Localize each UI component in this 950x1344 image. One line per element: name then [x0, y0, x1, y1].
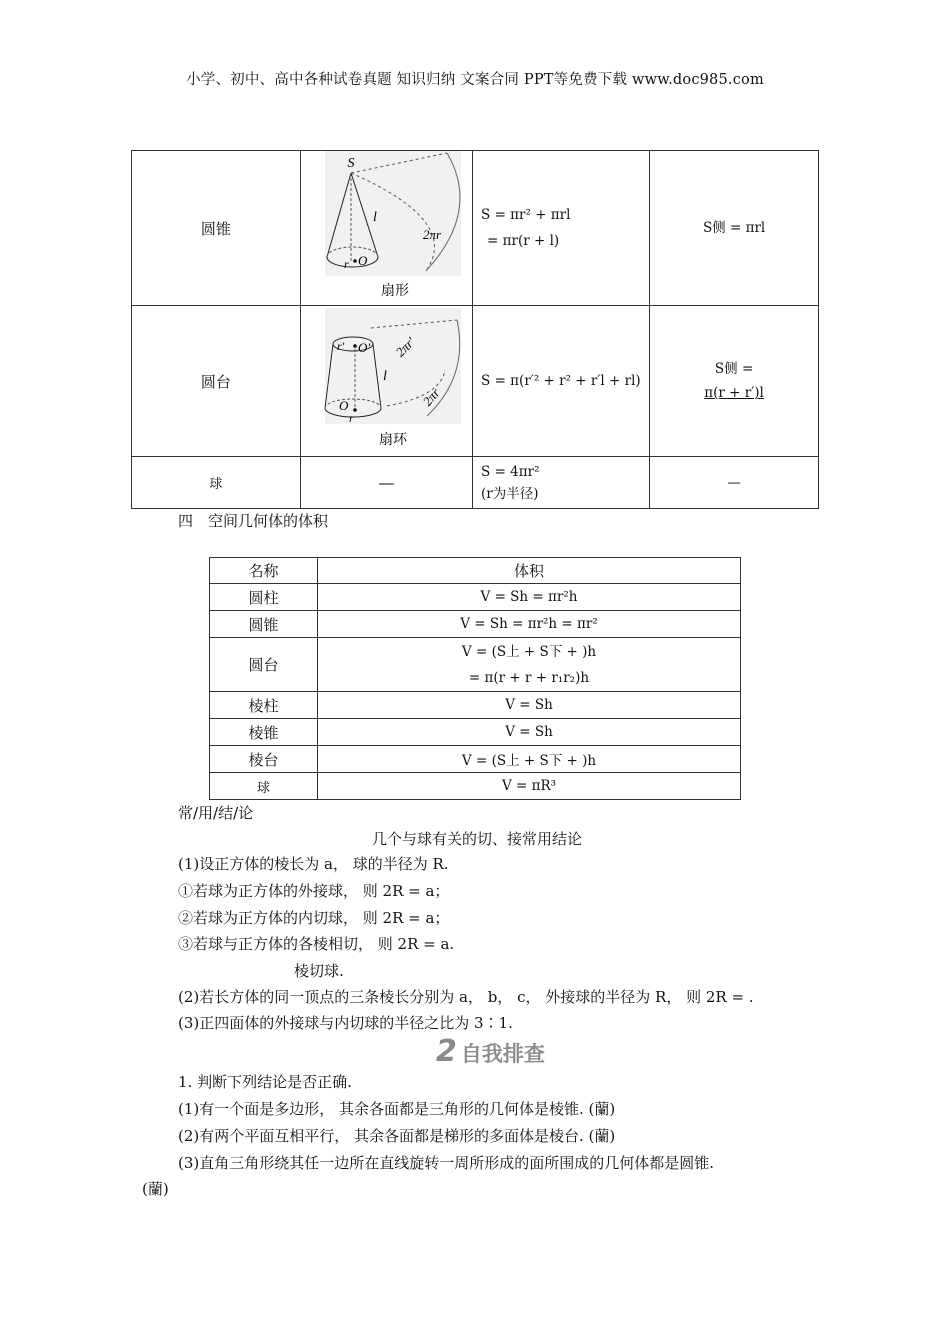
apex-label: S	[347, 156, 355, 171]
slant-label: l	[373, 210, 378, 225]
solid-name: 球	[210, 773, 318, 800]
frustum-unfolding-figure	[311, 306, 461, 452]
shape-name: 圆台	[132, 306, 301, 457]
slant-label: l	[383, 369, 388, 384]
total-area-formula	[473, 306, 650, 457]
table-row	[210, 638, 741, 692]
table-row	[132, 151, 819, 306]
question-answer: (蘭)	[142, 1180, 169, 1198]
page-header: 小学、初中、高中各种试卷真题 知识归纳 文案合同 PPT等免费下载 www.doc985.com	[186, 72, 764, 88]
bottom-arc-label: 2πr	[419, 385, 443, 409]
question-item: (2)有两个平面互相平行， 其余各面都是梯形的多面体是棱台. (蘭)	[178, 1127, 616, 1145]
center-label: O	[358, 253, 368, 268]
question-item: (3)直角三角形绕其任一边所在直线旋转一周所形成的面所围成的几何体都是圆锥.	[178, 1154, 715, 1172]
conclusion-item: (1)设正方体的棱长为 a， 球的半径为 R.	[178, 855, 449, 873]
table-row	[132, 306, 819, 457]
formula-line: V = (S上 + S下 + )h	[461, 643, 597, 660]
question-item: (1)有一个面是多边形， 其余各面都是三角形的几何体是棱锥. (蘭)	[178, 1100, 616, 1118]
table-row	[210, 773, 741, 800]
table-row	[210, 584, 741, 611]
empty-cell: —	[650, 457, 819, 509]
volume-formula: V = Sh = πr²h = πr²	[318, 611, 741, 638]
solid-name: 圆柱	[210, 584, 318, 611]
column-header: 名称	[210, 558, 318, 584]
bottom-radius-label: r	[349, 411, 354, 425]
solid-name: 圆台	[210, 638, 318, 692]
conclusion-item: 棱切球.	[294, 962, 344, 980]
volume-table	[209, 557, 741, 800]
figure-caption: 扇环	[379, 432, 408, 448]
formula-line: (r为半径)	[481, 485, 539, 502]
shape-name: 圆锥	[132, 151, 301, 306]
solid-name: 棱台	[210, 746, 318, 773]
top-center-label: O′	[358, 340, 371, 355]
column-header: 体积	[318, 558, 741, 584]
table-row	[132, 457, 819, 509]
formula-line: π(r + r′)l	[704, 385, 764, 401]
conclusion-item: ③若球与正方体的各棱相切， 则 2R = a.	[178, 935, 455, 953]
cone-figure-cell	[300, 151, 472, 306]
shape-name: 球	[132, 457, 301, 509]
solid-name: 圆锥	[210, 611, 318, 638]
formula-line: S = 4πr²	[481, 463, 540, 480]
top-radius-label: r′	[337, 339, 345, 353]
volume-formula	[318, 638, 741, 692]
cone-unfolding-figure	[311, 151, 461, 301]
figure-caption: 扇形	[381, 283, 410, 299]
table-row	[210, 719, 741, 746]
arc-label: 2πr	[423, 227, 442, 242]
top-arc-label: 2πr′	[392, 334, 419, 360]
lateral-area-formula: S侧 = πrl	[650, 151, 819, 306]
question-intro: 1. 判断下列结论是否正确.	[178, 1073, 352, 1091]
section-title: 四 空间几何体的体积	[178, 512, 329, 530]
conclusion-item: (3)正四面体的外接球与内切球的半径之比为 3∶1.	[178, 1014, 513, 1032]
solid-name: 棱锥	[210, 719, 318, 746]
surface-area-table	[131, 150, 819, 509]
bottom-center-label: O	[339, 398, 349, 413]
conclusions-title: 几个与球有关的切、接常用结论	[372, 830, 583, 848]
radius-label: r	[344, 257, 349, 271]
formula-line: = πr(r + l)	[487, 233, 560, 249]
empty-cell: —	[300, 457, 472, 509]
formula-line: S侧 =	[714, 361, 754, 377]
section-title: 自我排查	[460, 1042, 545, 1066]
formula-line: S = π(r′² + r² + r′l + rl)	[481, 373, 641, 389]
table-header-row	[210, 558, 741, 584]
volume-formula: V = Sh	[318, 719, 741, 746]
lateral-area-formula	[650, 306, 819, 457]
volume-formula: V = πR³	[318, 773, 741, 800]
self-check-banner	[436, 1034, 545, 1069]
section-number: 2	[436, 1034, 457, 1069]
frustum-figure-cell	[300, 306, 472, 457]
volume-formula: V = Sh	[318, 692, 741, 719]
table-row	[210, 611, 741, 638]
conclusions-label: 常/用/结/论	[178, 804, 254, 822]
conclusion-item: ②若球为正方体的内切球， 则 2R = a；	[178, 909, 450, 927]
conclusion-item: (2)若长方体的同一顶点的三条棱长分别为 a， b， c， 外接球的半径为 R， 则 2R = .	[178, 988, 754, 1006]
formula-line: S = πr² + πrl	[481, 207, 571, 223]
table-row	[210, 692, 741, 719]
conclusion-item: ①若球为正方体的外接球， 则 2R = a；	[178, 882, 450, 900]
solid-name: 棱柱	[210, 692, 318, 719]
total-area-formula	[473, 151, 650, 306]
table-row	[210, 746, 741, 773]
formula-line: = π(r + r + r₁r₂)h	[468, 669, 590, 686]
volume-formula: V = (S上 + S下 + )h	[318, 746, 741, 773]
volume-formula: V = Sh = πr²h	[318, 584, 741, 611]
total-area-formula	[473, 457, 650, 509]
